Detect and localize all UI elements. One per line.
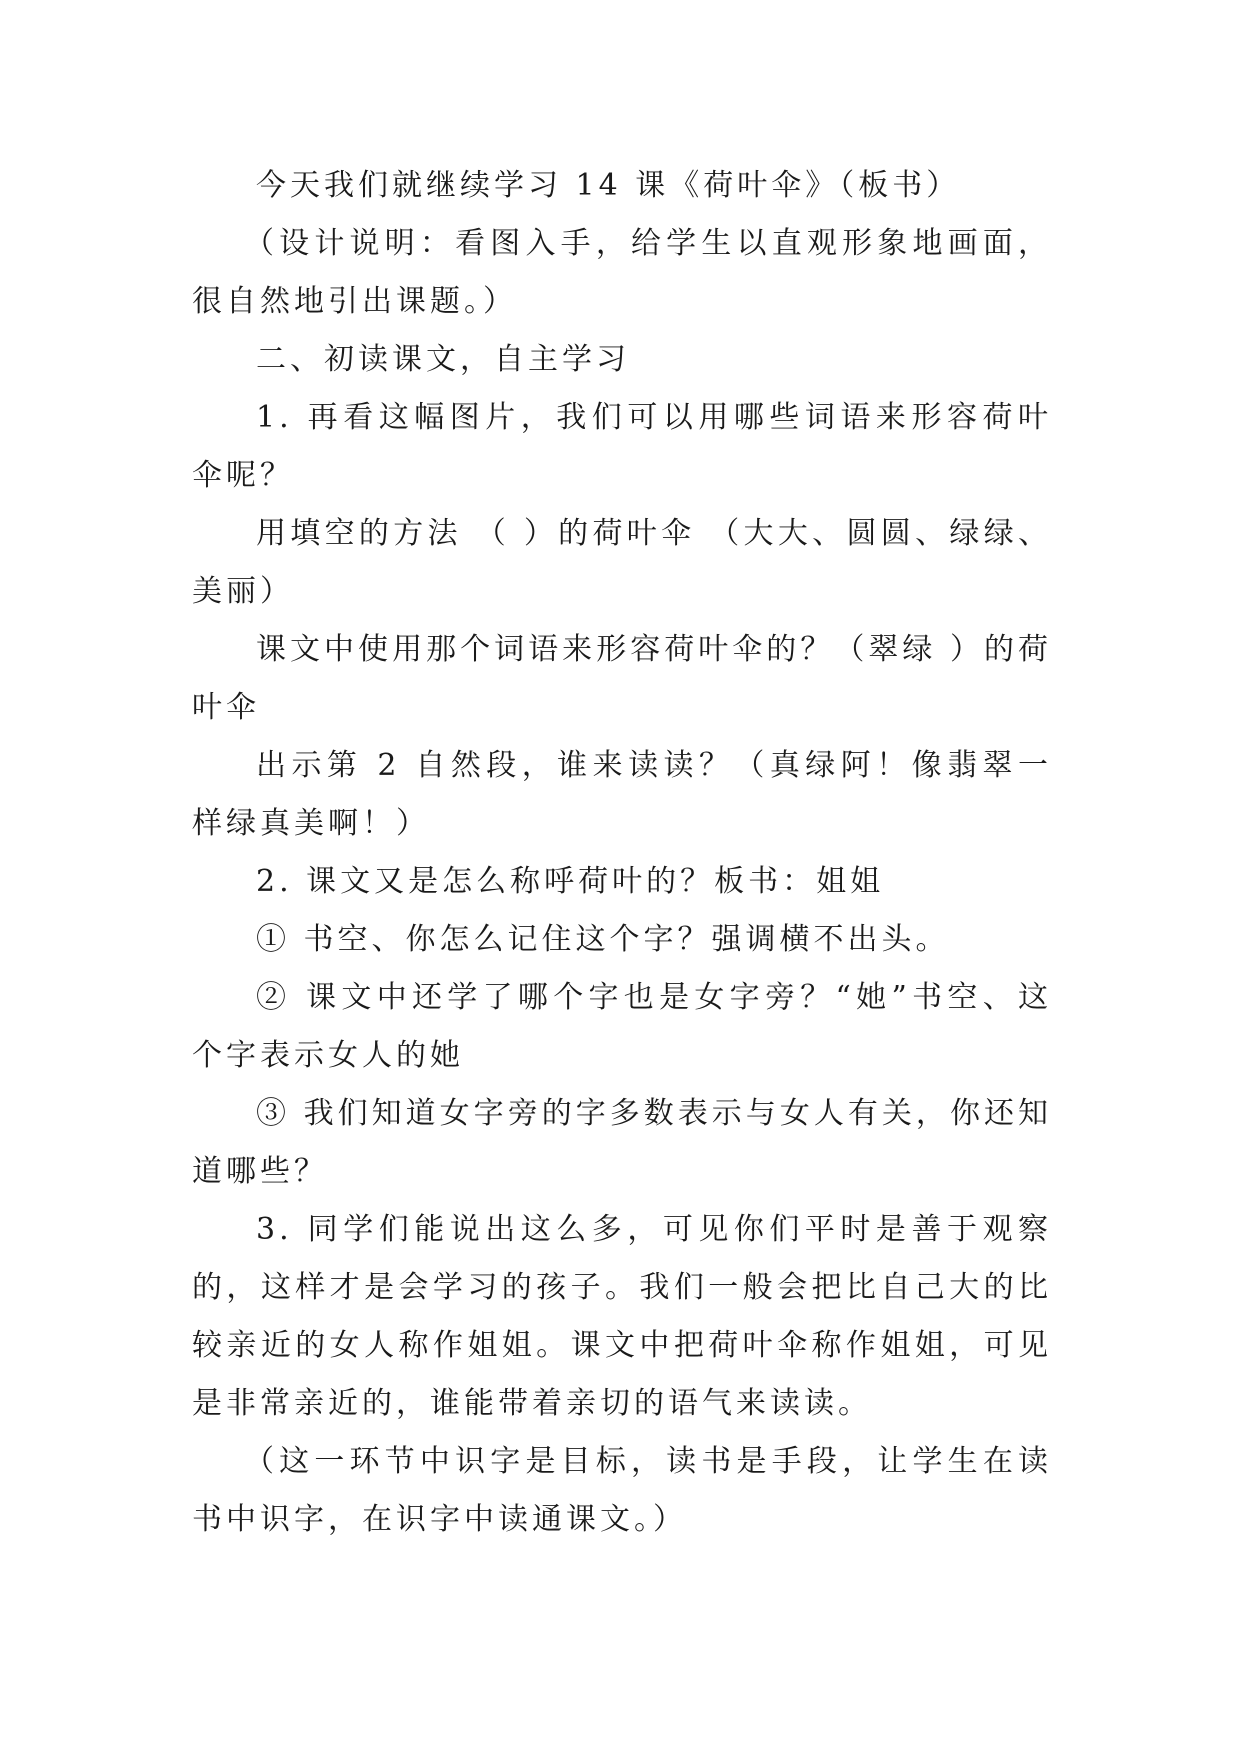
- paragraph-step-2: 2. 课文又是怎么称呼荷叶的？板书：姐姐: [256, 864, 885, 899]
- paragraph-step-3: 3. 同学们能说出这么多，可见你们平时是善于观察的，这样才是会学习的孩子。我们一般会把比自己大的比较亲近的女人称作姐姐。课文中把荷叶伞称作姐姐，可见是非常亲近的，谁能带着亲切的语气来读读。: [192, 1212, 1052, 1421]
- paragraph-design-note-2: （这一环节中识字是目标，读书是手段，让学生在读书中识字，在识字中读通课文。）: [192, 1444, 1052, 1537]
- paragraph-show-section-2: 出示第 2 自然段，谁来读读？（真绿阿！像翡翠一样绿真美啊！）: [192, 748, 1052, 841]
- paragraph-item-2: ② 课文中还学了哪个字也是女字旁？“她”书空、这个字表示女人的她: [192, 980, 1052, 1073]
- paragraph-lesson-intro: 今天我们就继续学习 14 课《荷叶伞》（板书）: [256, 168, 961, 203]
- paragraph-text-word: 课文中使用那个词语来形容荷叶伞的？（翠绿 ）的荷叶伞: [192, 632, 1052, 725]
- section-heading-first-reading: 二、初读课文，自主学习: [256, 342, 630, 377]
- paragraph-item-1: ① 书空、你怎么记住这个字？强调横不出头。: [256, 922, 950, 957]
- paragraph-fill-blank: 用填空的方法 （ ）的荷叶伞 （大大、圆圆、绿绿、美丽）: [192, 516, 1052, 609]
- paragraph-item-3: ③ 我们知道女字旁的字多数表示与女人有关，你还知道哪些？: [192, 1096, 1052, 1189]
- paragraph-design-note-1: （设计说明：看图入手，给学生以直观形象地画面，很自然地引出课题。）: [192, 226, 1052, 319]
- paragraph-step-1: 1. 再看这幅图片，我们可以用哪些词语来形容荷叶伞呢？: [192, 400, 1052, 493]
- document-body: [192, 157, 1052, 1549]
